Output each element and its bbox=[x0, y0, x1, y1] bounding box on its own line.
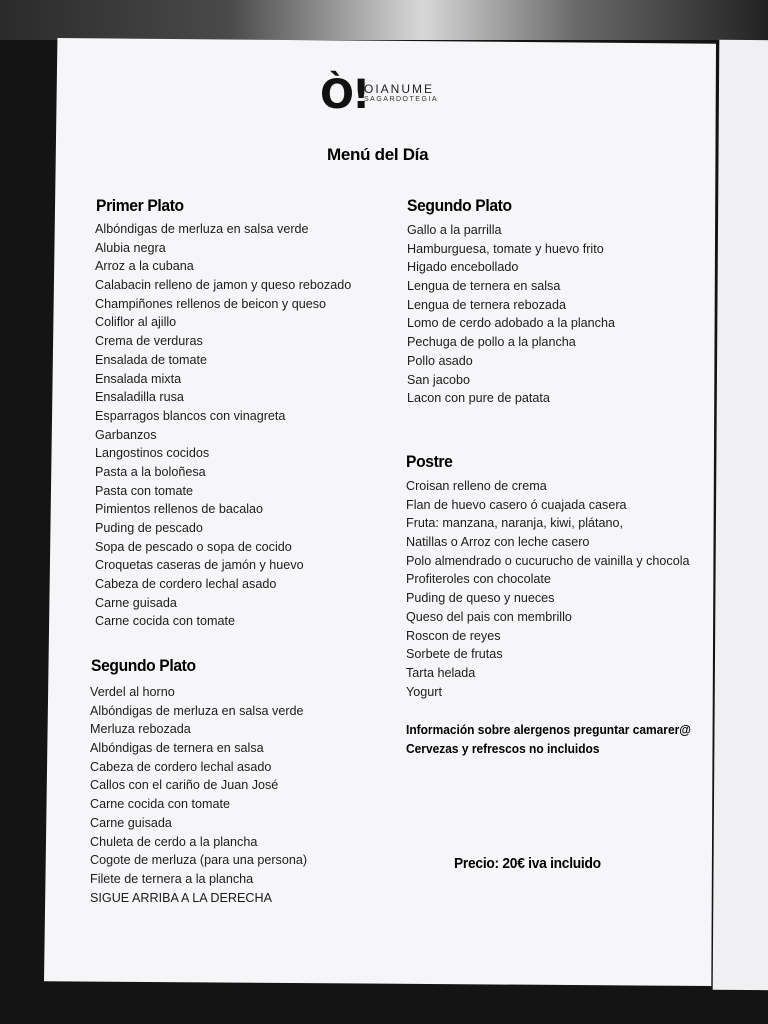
segundo-plato-left-title: Segundo Plato bbox=[91, 656, 196, 675]
menu-item: Filete de ternera a la plancha bbox=[90, 871, 254, 886]
menu-item: Hamburguesa, tomate y huevo frito bbox=[407, 241, 604, 256]
menu-item: Puding de pescado bbox=[95, 521, 203, 535]
menu-item: Carne guisada bbox=[90, 815, 172, 830]
menu-item: Tarta helada bbox=[406, 665, 476, 680]
price-label: Precio: 20€ iva incluido bbox=[454, 855, 601, 872]
menu-item: Arroz a la cubana bbox=[95, 259, 194, 274]
menu-item: Ensalada de tomate bbox=[95, 352, 208, 367]
menu-item: Lengua de ternera rebozada bbox=[407, 297, 566, 312]
menu-item: Carne cocida con tomate bbox=[95, 614, 236, 629]
menu-item: Chuleta de cerdo a la plancha bbox=[90, 834, 258, 849]
menu-item: Croisan relleno de crema bbox=[406, 479, 547, 493]
menu-item: Queso del pais con membrillo bbox=[406, 609, 572, 624]
menu-item: Carne cocida con tomate bbox=[90, 797, 231, 812]
menu-item: Polo almendrado o cucurucho de vainilla y chocola bbox=[406, 553, 690, 568]
menu-item: Flan de huevo casero ó cuajada casera bbox=[406, 497, 627, 512]
menu-item: Calabacin relleno de jamon y queso rebozado bbox=[95, 278, 352, 293]
menu-item: Callos con el cariño de Juan José bbox=[90, 778, 279, 793]
menu-item: Cabeza de cordero lechal asado bbox=[90, 759, 272, 774]
logo-mark: Ò! bbox=[320, 72, 369, 118]
menu-item: Pechuga de pollo a la plancha bbox=[407, 335, 576, 350]
segundo-plato-right-list bbox=[407, 221, 615, 408]
primer-plato-list bbox=[95, 220, 351, 631]
menu-item: Higado encebollado bbox=[407, 260, 519, 275]
adjacent-paper-sheet bbox=[713, 40, 768, 990]
menu-item: Sopa de pescado o sopa de cocido bbox=[95, 539, 292, 554]
menu-item: Langostinos cocidos bbox=[95, 446, 210, 461]
menu-item: SIGUE ARRIBA A LA DERECHA bbox=[90, 890, 272, 905]
menu-item: Albóndigas de merluza en salsa verde bbox=[95, 222, 309, 236]
menu-item: Alubia negra bbox=[95, 240, 166, 255]
menu-item: Albóndigas de merluza en salsa verde bbox=[90, 703, 304, 718]
menu-item: Roscon de reyes bbox=[406, 628, 501, 643]
postre-title: Postre bbox=[406, 452, 453, 471]
menu-item: San jacobo bbox=[407, 372, 471, 387]
postre-list bbox=[406, 477, 690, 701]
menu-item: Champiñones rellenos de beicon y queso bbox=[95, 296, 327, 311]
menu-item: Fruta: manzana, naranja, kiwi, plátano, bbox=[406, 516, 624, 531]
menu-item: Pasta a la boloñesa bbox=[95, 464, 206, 479]
menu-item: Pasta con tomate bbox=[95, 483, 194, 498]
logo-subtitle: SAGARDOTEGIA bbox=[364, 96, 439, 103]
menu-item: Albóndigas de ternera en salsa bbox=[90, 741, 264, 756]
background-glare bbox=[0, 0, 768, 40]
menu-item: Pollo asado bbox=[407, 353, 473, 368]
segundo-plato-left-list bbox=[90, 683, 307, 907]
menu-item: Lacon con pure de patata bbox=[407, 391, 550, 406]
menu-item: Gallo a la parrilla bbox=[407, 223, 502, 237]
drinks-note: Cervezas y refrescos no incluidos bbox=[406, 742, 600, 756]
menu-item: Profiteroles con chocolate bbox=[406, 572, 551, 587]
menu-item: Croquetas caseras de jamón y huevo bbox=[95, 558, 304, 573]
menu-title: Menú del Día bbox=[327, 145, 429, 164]
menu-item: Cogote de merluza (para una persona) bbox=[90, 853, 308, 868]
menu-item: Natillas o Arroz con leche casero bbox=[406, 535, 590, 550]
logo-name: OIANUME bbox=[364, 82, 435, 96]
menu-item: Lomo de cerdo adobado a la plancha bbox=[407, 316, 615, 331]
menu-item: Carne guisada bbox=[95, 595, 177, 610]
menu-item: Merluza rebozada bbox=[90, 722, 191, 737]
primer-plato-title: Primer Plato bbox=[96, 196, 184, 215]
menu-item: Lengua de ternera en salsa bbox=[407, 279, 561, 294]
allergen-note: Información sobre alergenos preguntar camarer@ bbox=[406, 723, 691, 737]
menu-item: Garbanzos bbox=[95, 427, 157, 442]
menu-item: Ensalada mixta bbox=[95, 371, 182, 386]
menu-item: Esparragos blancos con vinagreta bbox=[95, 408, 286, 423]
menu-item: Puding de queso y nueces bbox=[406, 591, 555, 606]
menu-item: Yogurt bbox=[406, 684, 442, 699]
segundo-plato-right-title: Segundo Plato bbox=[407, 196, 512, 215]
menu-item: Cabeza de cordero lechal asado bbox=[95, 577, 277, 592]
menu-item: Verdel al horno bbox=[90, 685, 175, 699]
menu-item: Sorbete de frutas bbox=[406, 647, 503, 662]
menu-item: Pimientos rellenos de bacalao bbox=[95, 502, 264, 517]
menu-item: Coliflor al ajillo bbox=[95, 315, 177, 330]
menu-item: Crema de verduras bbox=[95, 334, 203, 349]
menu-item: Ensaladilla rusa bbox=[95, 390, 184, 405]
